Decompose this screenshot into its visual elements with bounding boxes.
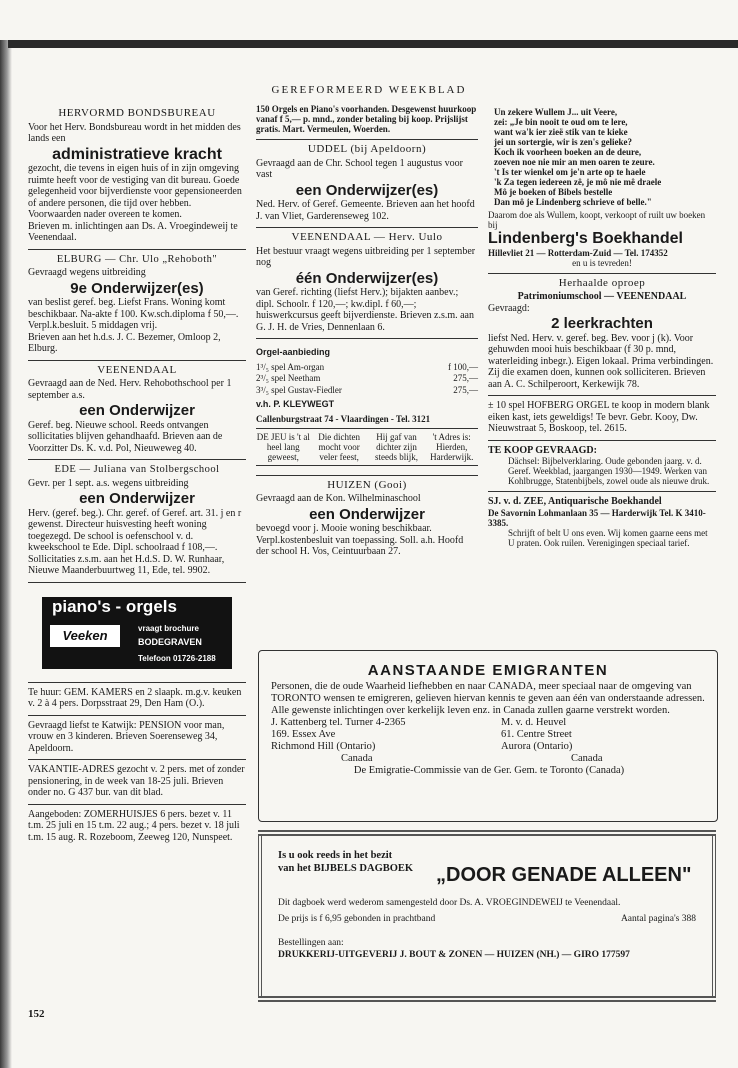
lindenberg-address: Hillevliet 21 — Rotterdam-Zuid — Tel. 174352	[488, 247, 668, 258]
ad-uddel	[256, 140, 478, 228]
ad-sub: Gevr. per 1 sept. a.s. wegens uitbreiding	[28, 477, 189, 489]
ad-kamers: Te huur: GEM. KAMERS en 2 slaapk. m.g.v. keuken v. 2 à 4 pers. Dorpsstraat 29, Den Ham (O.).	[28, 683, 246, 716]
ad-bondsbureau	[28, 104, 246, 250]
emigranten-body	[259, 677, 717, 777]
ad-title: administratieve kracht	[52, 145, 222, 163]
poem-dejeu	[256, 428, 478, 466]
piano-banner	[42, 597, 232, 669]
ad-text: Herv. (geref. beg.). Chr. geref. of Geref. art. 31. j en r gewenst. Directeur huisvesting heeft woning toegezegd. De school is oefenschool v. d. kweekschool te Ede. Dipl. schoolraad f 108,—.	[28, 507, 242, 553]
ad-title: een Onderwijzer(es)	[295, 181, 439, 199]
lindenberg-title: Lindenberg's Boekhandel	[488, 230, 683, 247]
ad-veenendaal	[28, 361, 246, 461]
dagboek-compiled: Dit dagboek werd wederom samengesteld door Ds. A. VROEGINDEWEIJ te Veenendaal.	[278, 898, 621, 908]
emigranten-addresses	[271, 717, 707, 765]
ad-title: 2 leerkrachten	[551, 315, 653, 332]
ad-text: gezocht, die tevens in eigen huis of in zijn omgeving ruimte heeft voor de vestiging van dit bureau. Goede gelegenheid voor bijverdienste voor gepensioneerden of andere personen, die tijd over hebben. Voorwaarden nader overeen te komen.	[28, 163, 242, 220]
address-line: M. v. d. Heuvel	[501, 717, 567, 728]
poem-line: 'k Za tegen iedereen zê, je mô nie mê draele	[494, 177, 662, 187]
ad-sub: Gevraagd wegens uitbreiding	[28, 267, 146, 278]
ad-text: Schrijft of belt U ons even. Wij komen gaarne eens met U praten. Ook ruilen. Verenigingen speciaal tarief.	[508, 527, 708, 548]
address-line: Richmond Hill (Ontario)	[271, 741, 376, 752]
column-3	[488, 104, 716, 553]
item-name: 2³/₅ spel Neetham	[256, 373, 321, 383]
firm-address: Callenburgstraat 74 - Vlaardingen - Tel. 3121	[256, 413, 431, 424]
ad-text: Ned. Herv. of Geref. Gemeente. Brieven aan het hoofd J. van Vliet, Garderenseweg 102.	[256, 199, 475, 222]
ad-uulo	[256, 228, 478, 339]
poem-line: Koch ik voorheen boeken an de deure,	[494, 147, 642, 157]
ad-text: bevoegd voor j. Mooie woning beschikbaar. Verpl.kostenbesluit van toepassing. Soll. a.h. Hoofd der school H. Vos, Ceintuurbaan 27.	[256, 523, 464, 557]
poem-line: Mô je boeken of Bibels bestelle	[494, 187, 613, 197]
column-2	[256, 104, 478, 563]
item-price: 275,—	[453, 384, 478, 395]
address-line: 169. Essex Ave	[271, 729, 336, 740]
item-price: f 100,—	[448, 361, 478, 372]
ad-zomerhuisjes: Aangeboden: ZOMERHUISJES 6 pers. bezet v. 11 t.m. 25 juli en 15 t.m. 22 aug.; 4 pers. bezet v. 18 juli t.m. 15 aug. R. Rozeboom, Zeeweg 120, Nunspeet.	[28, 808, 240, 843]
poem-line: zoeven noe nie mir an men oaren te zeure.	[494, 157, 655, 167]
scan-top-edge	[8, 40, 738, 48]
veeken-logo: Veeken	[50, 625, 120, 647]
ad-heading: HUIZEN (Gooi)	[327, 478, 407, 491]
ad-heading: TE KOOP GEVRAAGD:	[488, 444, 597, 456]
ad-heading: UDDEL (bij Apeldoorn)	[307, 143, 427, 155]
ad-pension: Gevraagd liefst te Katwijk: PENSION voor man, vrouw en 3 kinderen. Brieven Soerenseweg 34, Apeldoorn.	[28, 716, 246, 761]
item-name: 3³/₅ spel Gustav-Fiedler	[256, 384, 342, 395]
ad-text: liefst Ned. Herv. v. geref. beg. Bev. voor j (k). Voor gehuwden mooi huis beschikbaar (f 30 p. mnd, waterleiding inbegr.). Eigen lokaal. Prima verbindingen. Zij die examen doen, kunnen ook solliciteren. Brieven aan A. C. Schilperoort, Kerkewijk 78.	[488, 332, 714, 390]
dagboek-pages: Aantal pagina's 388	[620, 914, 696, 924]
ad-vakantie: VAKANTIE-ADRES gezocht v. 2 pers. met of zonder pensionering, in de week van 18-25 juli. Brieven onder no. G 437 bur. van dit blad.	[28, 760, 246, 805]
poem-after: Daarom doe als Wullem, koopt, verkoopt of ruilt uw boeken bij	[488, 210, 706, 230]
ad-text: Dächsel: Bijbelverklaring. Oude gebonden jaarg. v. d. Geref. Weekblad, jaargangen 1930—1949. Werken van Kohlbrugge, Statenbijbels, zowel oude als nieuwe druk.	[508, 456, 710, 486]
orgel-item	[256, 385, 478, 397]
ad-heading: EDE — Juliana van Stolbergschool	[54, 464, 220, 475]
ad-sub: Het bestuur vraagt wegens uitbreiding per 1 september nog	[256, 245, 476, 268]
ad-school: Patrimoniumschool — VEENENDAAL	[517, 291, 687, 302]
piano-sub: vraagt brochure	[138, 623, 199, 633]
ad-sub: Gevraagd:	[488, 302, 530, 314]
ad-orgel	[256, 339, 478, 476]
ad-title: een Onderwijzer	[79, 402, 195, 419]
ad-heading: Herhaalde oproep	[558, 276, 646, 289]
ad-text: Geref. beg. Nieuwe school. Reeds ontvangen sollicitaties blijven gehandhaafd. Brieven aan de Voorzitter Ds. K. v.d. Pol, Nieuweweg 40.	[28, 419, 223, 454]
ad-title: 9e Onderwijzer(es)	[70, 279, 204, 297]
scan-shadow	[0, 40, 12, 1068]
ad-sub: Gevraagd aan de Chr. School tegen 1 augustus voor vast	[256, 157, 463, 180]
poem-line: zei: „Je bin nooit te oud om te lere,	[494, 117, 628, 127]
address-line: J. Kattenberg tel. Turner 4-2365	[271, 717, 406, 728]
column-1	[28, 104, 246, 848]
poem-line: want wa'k ier zieë stik van te kieke	[494, 127, 628, 137]
poem-line: 't Is ter wienkel om je'n arte op te haele	[494, 167, 646, 177]
ad-intro: Voor het Herv. Bondsbureau wordt in het midden des lands een	[28, 121, 241, 144]
piano-title: piano's - orgels	[52, 596, 177, 616]
address-line: Aurora (Ontario)	[501, 741, 573, 752]
address-line: Canada	[341, 753, 373, 764]
address-heuvel	[501, 717, 701, 765]
piano-phone: Telefoon 01726-2188	[138, 653, 216, 663]
ad-vermeulen: 150 Orgels en Piano's voorhanden. Desgewenst huurkoop vanaf f 5,— p. mnd., zonder betaling bij koop. Prijslijst gratis. Mart. Vermeulen, Woerden.	[256, 104, 478, 140]
poem-line: DE JEU is 't al heel lang geweest,	[256, 431, 310, 462]
ad-title: een Onderwijzer	[309, 505, 425, 523]
ad-contact: Brieven m. inlichtingen aan Ds. A. Vroegindeweij te Veenendaal.	[28, 220, 238, 243]
poem-line: Dan mô je Lindenberg schrieve of belle."	[494, 197, 652, 207]
border-right	[706, 836, 716, 996]
ad-title: Orgel-aanbieding	[256, 347, 331, 357]
ad-address: De Savornin Lohmanlaan 35 — Harderwijk Tel. K 3410-3385.	[488, 507, 706, 528]
emigranten-title: AANSTAANDE EMIGRANTEN	[367, 662, 609, 679]
ad-title: SJ. v. d. ZEE, Antiquarische Boekhandel	[488, 496, 662, 507]
ad-contact: Sollicitaties z.s.m. aan het H.d.S. D. W. Runhaar, Nieuwe Maanderbuurtweg 11, Ede, tel. 9902.	[28, 553, 225, 576]
ad-huizen	[256, 476, 478, 563]
ad-heading: ELBURG — Chr. Ulo „Rehoboth"	[56, 253, 218, 265]
ad-heading: VEENENDAAL	[97, 363, 177, 376]
poem-line: Un zekere Wullem J... uit Veere,	[494, 107, 618, 117]
ad-elburg	[28, 250, 246, 361]
address-line: Canada	[571, 753, 603, 764]
emigranten-footer: De Emigratie-Commissie van de Ger. Gem. te Toronto (Canada)	[353, 765, 625, 776]
address-kattenberg	[271, 717, 501, 765]
lindenberg-tagline: en u is tevreden!	[572, 257, 632, 268]
item-price: 275,—	[453, 373, 478, 383]
dagboek-price: De prijs is f 6,95 gebonden in prachtband	[278, 914, 436, 924]
ad-title: één Onderwijzer(es)	[295, 269, 439, 287]
ad-piano	[28, 583, 246, 683]
poem-line: jei un sortergie, wir is zen's gelieke?	[494, 137, 633, 147]
ad-dagboek	[258, 830, 716, 1002]
page-header: GEREFORMEERD WEEKBLAD	[271, 84, 467, 96]
emigranten-text: Personen, die de oude Waarheid liefhebben en naar CANADA, meer speciaal naar de omgeving van TORONTO wensen te emigreren, gelieven hiervan kennis te geven aan één van onderstaande adressen. Alle gewenste inlichtingen over kerkelijk leven enz. in Canada zullen gaarne verstrekt worden.	[271, 681, 705, 716]
dagboek-intro1: Is u ook reeds in het bezit	[278, 850, 393, 861]
ad-lindenberg	[488, 104, 716, 274]
ad-hofberg: ± 10 spel HOFBERG ORGEL te koop in modern blank eiken kast, iets geweldigs! Te bevr. Gebr. Kooy, Dw. Nieuwstraat 5, Boskoop, tel. 2615.	[488, 396, 716, 441]
ad-sub: Gevraagd aan de Ned. Herv. Rehobothschool per 1 september a.s.	[28, 378, 232, 401]
orgel-item	[256, 362, 478, 374]
page-number: 152	[28, 1008, 45, 1020]
dagboek-order-label: Bestellingen aan:	[278, 938, 344, 948]
address-line: 61. Centre Street	[501, 729, 572, 740]
piano-town: BODEGRAVEN	[138, 636, 202, 647]
item-name: 1³/₅ spel Am-organ	[256, 361, 325, 372]
ad-text: van Geref. richting (liefst Herv.); bijakten aanbev.; dipl. Schoolr. f 120,—; kw.dipl. f 60,—; huiswerkcursus geeft bijverdienste. Brieven z.s.m. aan G. J. H. de Vries, Dennenlaan 6.	[256, 287, 474, 333]
ad-emigranten	[258, 650, 718, 822]
ad-tekoop	[488, 441, 716, 493]
poem-line: Die dichten mocht voor veler feest,	[318, 431, 360, 462]
dagboek-intro2: van het BIJBELS DAGBOEK	[278, 863, 414, 874]
ad-sub: Gevraagd aan de Kon. Wilhelminaschool	[256, 493, 421, 504]
dagboek-title: „DOOR GENADE ALLEEN"	[436, 864, 692, 886]
dagboek-order: DRUKKERIJ-UITGEVERIJ J. BOUT & ZONEN — HUIZEN (NH.) — GIRO 177597	[278, 950, 630, 960]
ad-patrimonium	[488, 274, 716, 397]
ad-heading: HERVORMD BONDSBUREAU	[58, 107, 216, 119]
ad-contact: Brieven aan het h.d.s. J. C. Bezemer, Omloop 2, Elburg.	[28, 331, 221, 354]
orgel-item	[256, 373, 478, 385]
ad-text: van beslist geref. beg. Liefst Frans. Woning komt beschikbaar. Na-akte f 100. Kw.sch.diploma f 50,—. Verpl.k.besluit. 5 middagen vrij.	[28, 297, 239, 331]
firm-name: v.h. P. KLEYWEGT	[256, 399, 335, 409]
border-left	[258, 836, 268, 996]
poem-line: 't Adres is: Hierden, Harderwijk.	[430, 431, 474, 462]
ad-title: een Onderwijzer	[79, 490, 195, 507]
poem-line: Hij gaf van dichter zijn steeds blijk,	[375, 431, 419, 462]
poem-wullem	[488, 104, 716, 210]
ad-heading: VEENENDAAL — Herv. Uulo	[291, 231, 443, 243]
ad-vdzee	[488, 492, 716, 553]
ad-ede	[28, 460, 246, 583]
